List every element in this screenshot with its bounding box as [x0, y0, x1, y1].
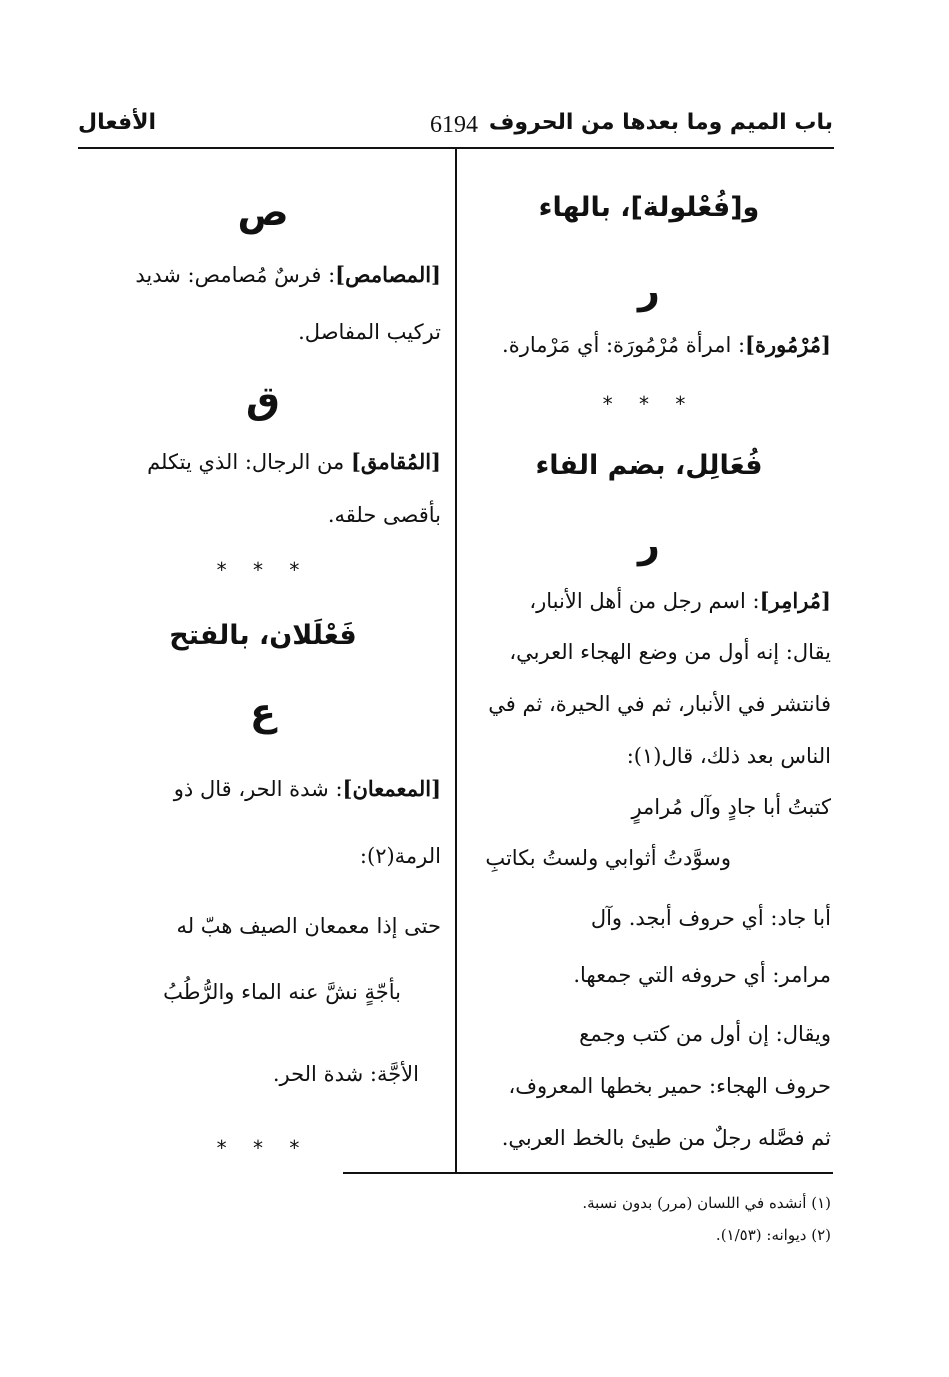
letter-qaf: ق [246, 378, 280, 422]
entry-mamaan-line1: : شدة الحر، قال ذو [173, 777, 343, 801]
stars-separator-right: * * * [602, 392, 696, 416]
entry-marmura-text: : امرأة مُرْمُورَة: أي مَرْمارة. [502, 333, 746, 357]
verse-line: حتى إذا معمعان الصيف هبّ له [176, 914, 441, 938]
text-line: ويقال: إن أول من كتب وجمع [579, 1022, 831, 1046]
entry-musamis [135, 262, 441, 287]
running-header-right: باب الميم وما بعدها من الحروف [488, 110, 833, 135]
entry-muqamiq-key: [المُقامق] [350, 449, 441, 474]
entry-muramir [529, 588, 831, 613]
verse-line: بأجّةٍ نشَّ عنه الماء والرُّطُبُ [163, 980, 401, 1004]
footnote-rule [343, 1172, 833, 1174]
verse-line: وسوَّدتُ أثوابي ولستُ بكاتبِ [485, 846, 731, 870]
footnote-1: (١) أنشده في اللسان (مرر) بدون نسبة. [582, 1194, 831, 1212]
entry-mamaan [174, 776, 441, 801]
column-divider [455, 148, 457, 1173]
letter-sad: ص [237, 190, 289, 234]
entry-muramir-line1: : اسم رجل من أهل الأنبار، [529, 589, 760, 613]
verse-line: كتبتُ أبا جادٍ وآل مُرامرٍ [631, 795, 831, 819]
text-line: يقال: إنه أول من وضع الهجاء العربي، [509, 640, 831, 664]
text-line: فانتشر في الأنبار، ثم في الحيرة، ثم في [488, 692, 831, 716]
text-line: الأجَّة: شدة الحر. [272, 1062, 419, 1086]
entry-mamaan-key: [المعمعان] [342, 776, 441, 801]
entry-musamis-key: [المصامص] [335, 262, 441, 287]
letter-ayn: ع [250, 690, 276, 734]
heading-fulula: و[فُعْلولة]، بالهاء [538, 192, 760, 223]
entry-muqamiq [147, 449, 441, 474]
letter-ra-1: ر [638, 268, 660, 312]
running-header-left: الأفعال [78, 110, 157, 135]
letter-ra-2: ر [638, 522, 660, 566]
text-line: الرمة(٢): [359, 844, 441, 868]
entry-muramir-key: [مُرامِر] [759, 588, 831, 613]
entry-marmura [502, 332, 831, 357]
text-line: بأقصى حلقه. [327, 503, 441, 527]
stars-separator-left-1: * * * [216, 558, 310, 582]
text-line: تركيب المفاصل. [298, 320, 441, 344]
text-line: الناس بعد ذلك، قال(١): [626, 744, 831, 768]
entry-musamis-line1: : فرسٌ مُصامص: شديد [135, 263, 336, 287]
page-number: 6194 [430, 112, 478, 138]
stars-separator-left-2: * * * [216, 1136, 310, 1160]
entry-marmura-key: [مُرْمُورة] [745, 332, 831, 357]
text-line: حروف الهجاء: حمير بخطها المعروف، [508, 1074, 831, 1098]
text-line: ثم فصَّله رجلٌ من طيئ بالخط العربي. [501, 1126, 831, 1150]
heading-fuaalil: فُعَالِل، بضم الفاء [535, 450, 763, 481]
heading-falalan: فَعْلَلان، بالفتح [169, 620, 357, 651]
text-line: أبا جاد: أي حروف أبجد. وآل [590, 906, 831, 930]
footnote-2: (٢) ديوانه: (١/٥٣). [715, 1226, 831, 1244]
entry-muqamiq-line1: من الرجال: الذي يتكلم [147, 450, 345, 474]
text-line: مرامر: أي حروفه التي جمعها. [573, 963, 831, 987]
